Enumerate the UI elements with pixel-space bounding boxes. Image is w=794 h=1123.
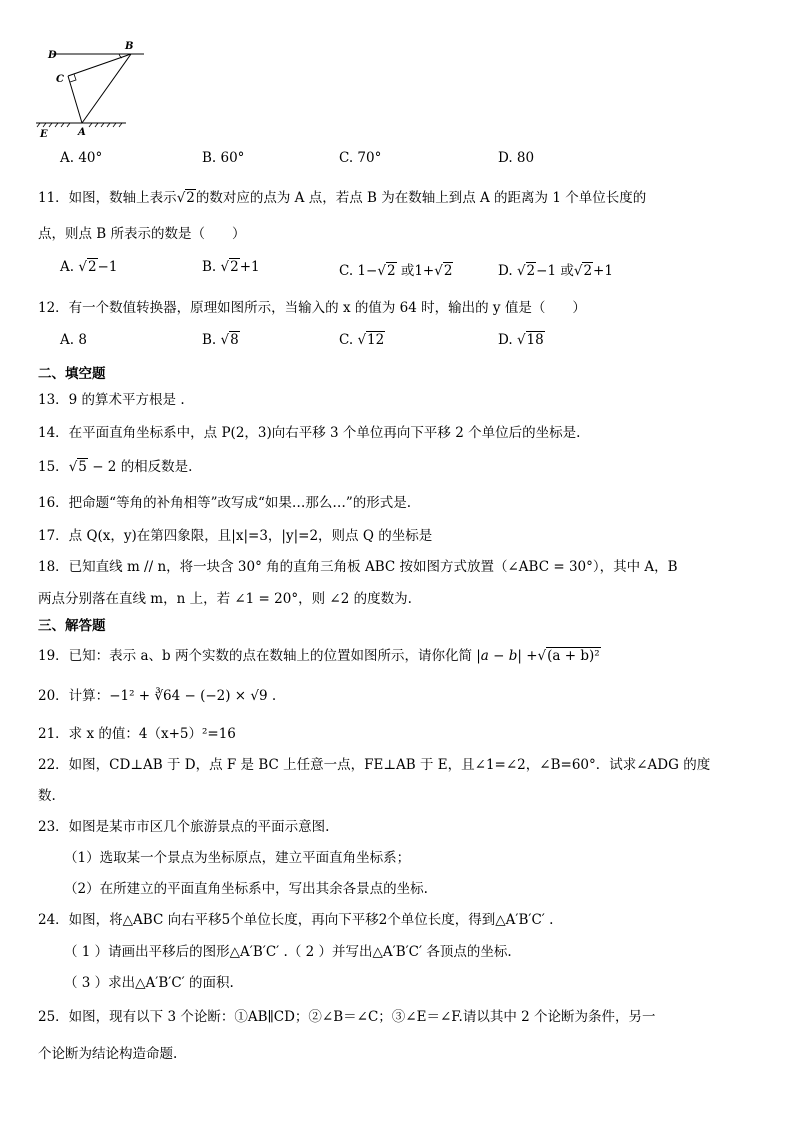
q24-sub1: （ 1 ）请画出平移后的图形△A′B′C′ .（ 2 ）并写出△A′B′C′ 各顶点的坐标. [64,944,512,960]
q11-line1 [38,186,646,206]
q21-text: 21．求 x 的值：4（x+5）²=16 [38,726,236,742]
q15-text: 15．√5 − 2 的相反数是. [38,459,193,475]
q24-line1: 24．如图，将△ABC 向右平移5个单位长度，再向下平移2个单位长度，得到△A′B′C′ . [38,912,554,928]
sqrt-2: √2 [176,190,195,206]
q18-line2: 两点分别落在直线 m，n 上，若 ∠1 = 20°，则 ∠2 的度数为. [38,591,412,607]
label-A: A [78,127,86,138]
q11-option-d[interactable]: D. √2−1 或√2+1 [498,263,613,279]
q25-line2: 个论断为结论构造命题. [38,1046,178,1062]
q10-option-b[interactable]: B. 60° [202,150,245,166]
q13-text: 13．9 的算术平方根是 . [38,392,185,408]
q12-option-c[interactable]: C. √12 [339,332,385,348]
q10-option-d[interactable]: D. 80 [498,150,535,166]
q11-option-c[interactable]: C. 1−√2 或1+√2 [339,263,453,279]
q14-text: 14．在平面直角坐标系中，点 P(2，3)向右平移 3 个单位再向下平移 2 个单位后的坐标是. [38,425,581,441]
q19-text: 19．已知：表示 a、b 两个实数的点在数轴上的位置如图所示，请你化简 |a − b| +√(a + b)² [38,648,600,664]
section-heading-fill-in: 二、填空题 [38,366,106,382]
q22-line2: 数. [38,788,56,804]
q11-line2: 点，则点 B 所表示的数是（ ） [38,226,246,242]
q18-line1: 18．已知直线 m // n，将一块含 30° 角的直角三角板 ABC 按如图方式放置（∠ABC = 30°），其中 A，B [38,559,678,575]
label-E: E [40,129,48,140]
geometry-figure-q10 [34,40,154,140]
q11-text-post: 的数对应的点为 A 点，若点 B 为在数轴上到点 A 的距离为 1 个单位长度的 [195,190,647,206]
q16-text: 16．把命题“等角的补角相等”改写成“如果…那么…”的形式是. [38,495,412,511]
q25-line1: 25．如图，现有以下 3 个论断：①AB∥CD；②∠B＝∠C；③∠E＝∠F.请以其中 2 个论断为条件，另一 [38,1009,656,1025]
q12-option-a[interactable]: A. 8 [60,332,87,348]
q23-sub1: （1）选取某一个景点为坐标原点，建立平面直角坐标系； [64,850,411,866]
q20-text: 20．计算：−1² + ∛64 − (−2) × √9 . [38,688,277,704]
q24-sub2: （ 3 ）求出△A′B′C′ 的面积. [64,975,234,991]
label-B: B [125,41,134,52]
q10-option-c[interactable]: C. 70° [339,150,382,166]
segment-CA [68,76,82,123]
q23-sub2: （2）在所建立的平面直角坐标系中，写出其余各景点的坐标. [64,881,428,897]
q12-option-d[interactable]: D. √18 [498,332,544,348]
q11-text-pre: 11．如图，数轴上表示 [38,190,177,206]
q17-text: 17．点 Q(x，y)在第四象限，且|x|=3，|y|=2，则点 Q 的坐标是 [38,528,433,544]
sqrt-5: √5 [68,459,87,475]
section-heading-answer: 三、解答题 [38,618,106,634]
segment-AB [82,54,131,123]
q23-line1: 23．如图是某市市区几个旅游景点的平面示意图. [38,819,330,835]
label-C: C [56,74,64,85]
q12-text: 12．有一个数值转换器，原理如图所示，当输入的 x 的值为 64 时，输出的 y 值是（ ） [38,300,586,316]
q22-line1: 22．如图，CD⊥AB 于 D，点 F 是 BC 上任意一点，FE⊥AB 于 E，且∠1=∠2，∠B=60°．试求∠ADG 的度 [38,757,711,773]
q10-option-a[interactable]: A. 40° [60,150,103,166]
label-D: D [48,50,57,61]
q11-option-a[interactable]: A. √2−1 [60,259,118,275]
q11-option-b[interactable]: B. √2+1 [202,259,260,275]
q12-option-b[interactable]: B. √8 [202,332,239,348]
